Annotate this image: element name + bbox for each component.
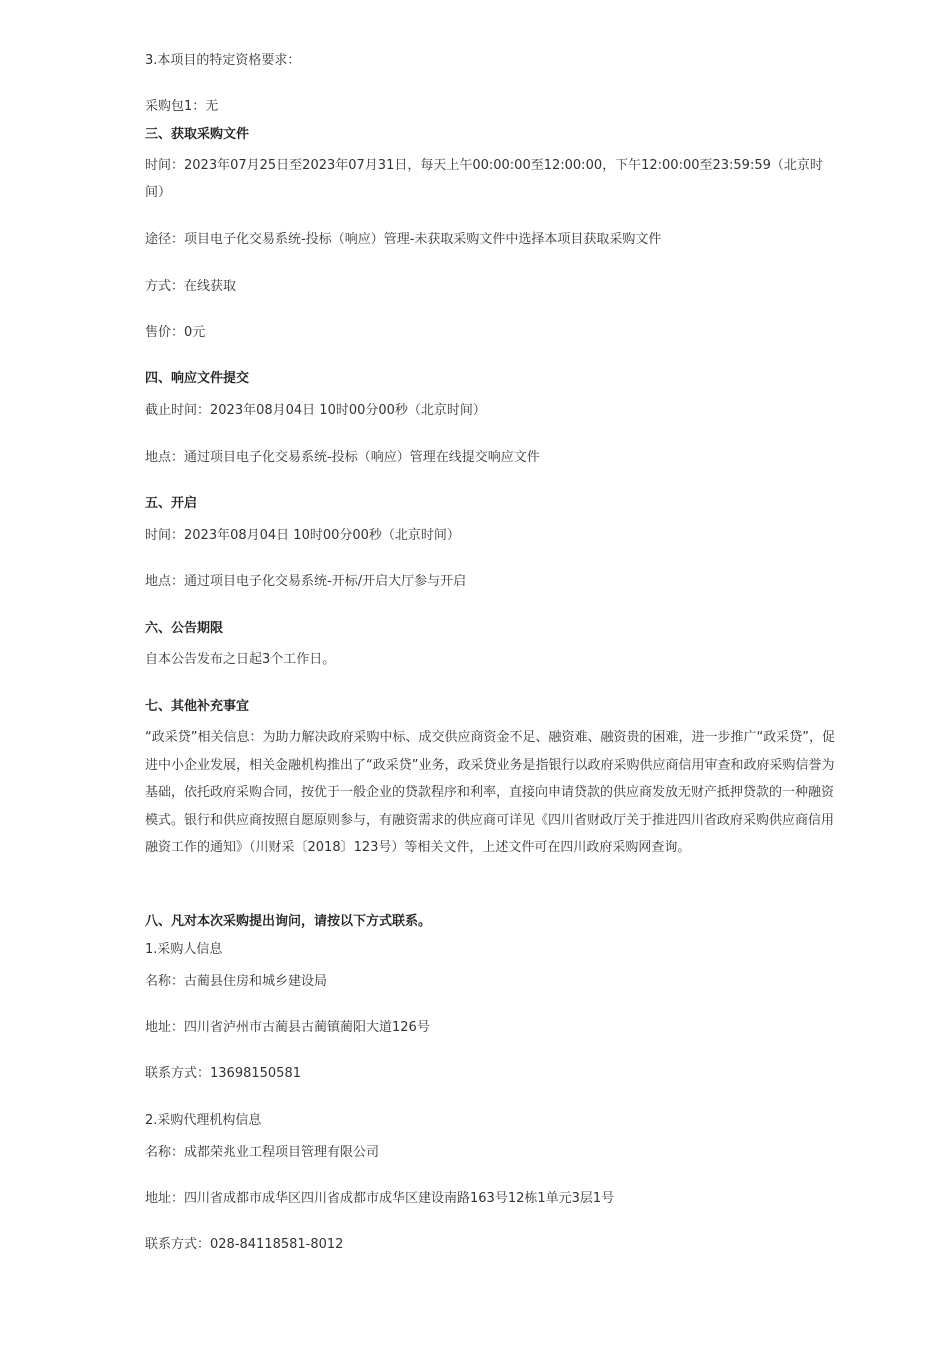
section-heading-opening: 五、开启	[145, 496, 198, 511]
section-heading-other-matters: 七、其他补充事宜	[145, 699, 250, 714]
section-heading-obtain-documents: 三、获取采购文件	[145, 127, 250, 142]
obtain-method: 方式：在线获取	[145, 279, 237, 294]
opening-time: 时间：2023年08月04日 10时00分00秒（北京时间）	[145, 528, 460, 543]
section-heading-submission: 四、响应文件提交	[145, 371, 250, 386]
opening-location: 地点：通过项目电子化交易系统-开标/开启大厅参与开启	[145, 574, 467, 589]
submission-deadline: 截止时间：2023年08月04日 10时00分00秒（北京时间）	[145, 403, 486, 418]
purchaser-info-title: 1.采购人信息	[145, 942, 223, 957]
section-heading-notice-period: 六、公告期限	[145, 621, 224, 636]
agency-name: 名称：成都荣兆业工程项目管理有限公司	[145, 1145, 380, 1160]
notice-period-text: 自本公告发布之日起3个工作日。	[145, 652, 336, 667]
agency-contact: 联系方式：028-84118581-8012	[145, 1237, 344, 1252]
purchaser-contact: 联系方式：13698150581	[145, 1066, 301, 1081]
submission-location: 地点：通过项目电子化交易系统-投标（响应）管理在线提交响应文件	[145, 450, 540, 465]
purchaser-address: 地址：四川省泸州市古蔺县古蔺镇蔺阳大道126号	[145, 1020, 430, 1035]
obtain-route: 途径：项目电子化交易系统-投标（响应）管理-未获取采购文件中选择本项目获取采购文件	[145, 232, 662, 247]
agency-info-title: 2.采购代理机构信息	[145, 1113, 262, 1128]
qualification-package: 采购包1：无	[145, 99, 219, 114]
purchaser-name: 名称：古蔺县住房和城乡建设局	[145, 974, 328, 989]
section-heading-contact: 八、凡对本次采购提出询问，请按以下方式联系。	[145, 914, 432, 929]
qualification-title: 3.本项目的特定资格要求：	[145, 53, 301, 68]
obtain-time: 时间：2023年07月25日至2023年07月31日，每天上午00:00:00至12:00:00，下午12:00:00至23:59:59（北京时间）	[145, 158, 823, 200]
other-matters-text: “政采贷”相关信息：为助力解决政府采购中标、成交供应商资金不足、融资难、融资贵的困难，进一步推广“政采贷”，促进中小企业发展，相关金融机构推出了“政采贷”业务，政采贷业务是指银行以政府采购供应商信用审查和政府采购信誉为基础，依托政府采购合同，按优于一般企业的贷款程序和利率，直接向申请贷款的供应商发放无财产抵押贷款的一种融资模式。银行和供应商按照自愿原则参与，有融资需求的供应商可详见《四川省财政厅关于推进四川省政府采购供应商信用融资工作的通知》（川财采〔2018〕123号）等相关文件，上述文件可在四川政府采购网查询。	[145, 730, 835, 855]
obtain-price: 售价：0元	[145, 325, 206, 340]
agency-address: 地址：四川省成都市成华区四川省成都市成华区建设南路163号12栋1单元3层1号	[145, 1191, 615, 1206]
